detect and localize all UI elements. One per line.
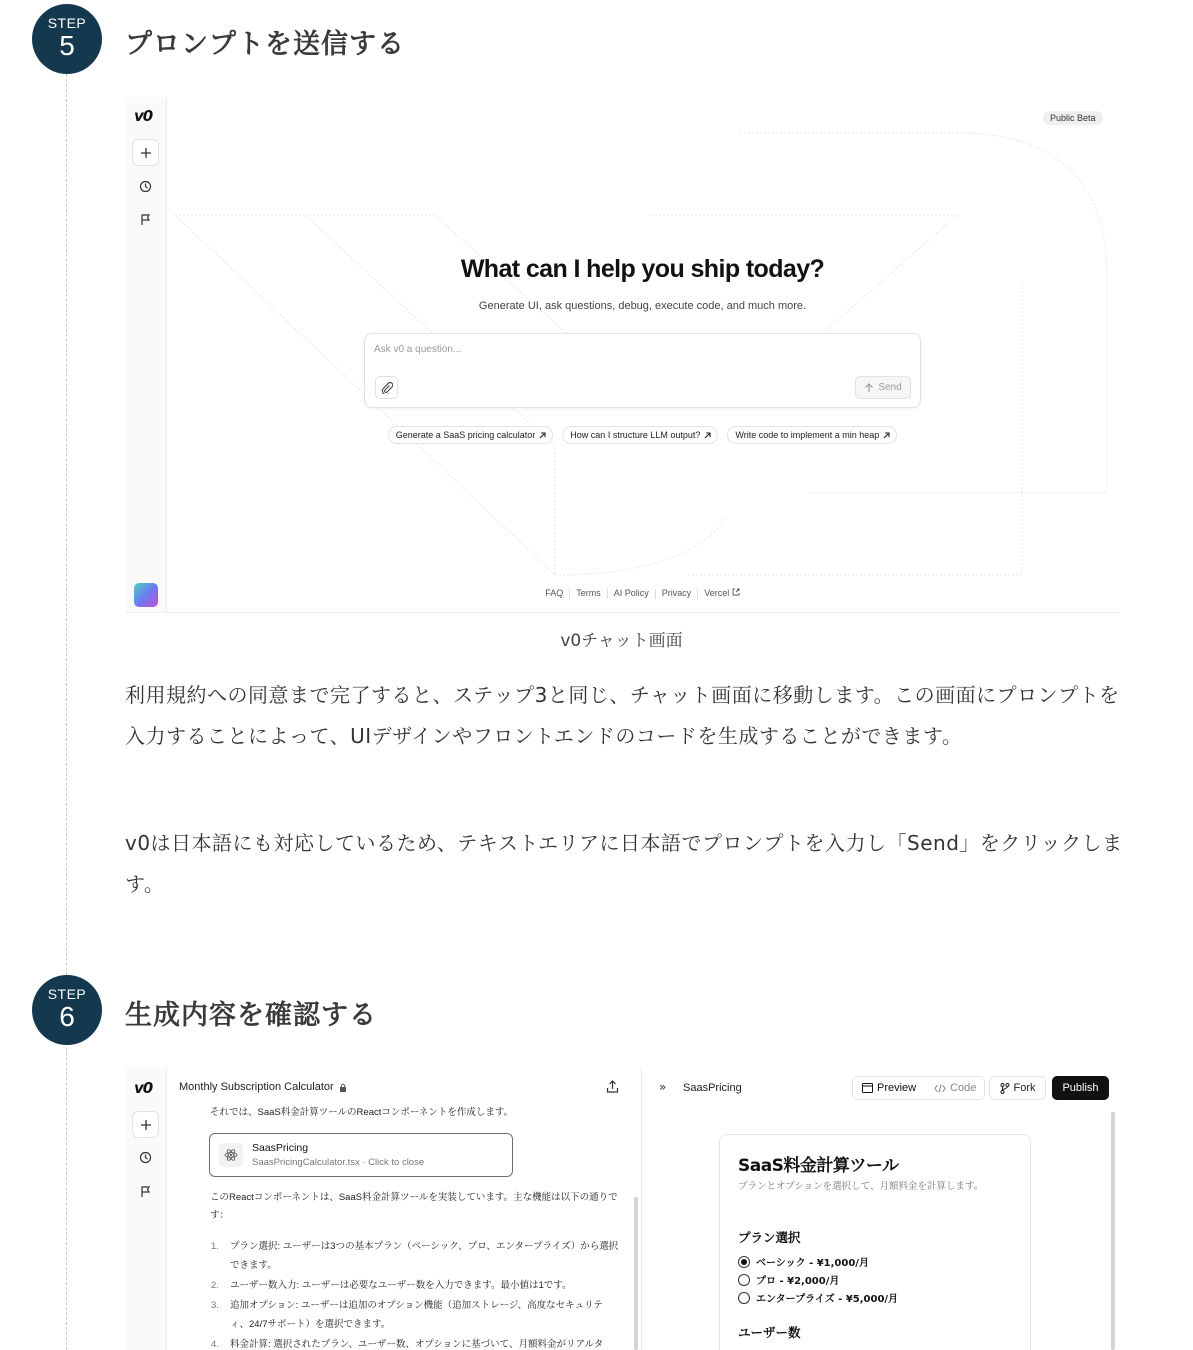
step-5-paragraph-2: v0は日本語にも対応しているため、テキストエリアに日本語でプロンプトを入力し「Send」をクリックします。 [125, 831, 1123, 896]
users-section-title: ユーザー数 [738, 1325, 801, 1340]
preview-icon [862, 1083, 873, 1093]
arrow-up-right-icon [539, 432, 546, 439]
sidebar-rail [125, 1067, 167, 1350]
suggestion-label: Generate a SaaS pricing calculator [395, 430, 536, 440]
step-6-badge [32, 975, 102, 1045]
radio-unselected[interactable] [738, 1274, 750, 1286]
v0-logo[interactable]: v0 [134, 1079, 153, 1097]
tab-preview[interactable] [853, 1077, 925, 1099]
step-badge-label: STEP [47, 986, 87, 1002]
prompt-placeholder: Ask v0 a question... [374, 344, 462, 355]
pricing-calculator-card [719, 1134, 1031, 1350]
tab-code-label: Code [950, 1082, 977, 1094]
step-5-paragraph-1: 利用規約への同意まで完了すると、ステップ3と同じ、チャット画面に移動します。この画面にプロンプトを入力することによって、UIデザインやフロントエンドのコードを生成することができます。 [125, 683, 1120, 748]
v0-logo[interactable]: v0 [134, 107, 153, 125]
public-beta-badge: Public Beta [1043, 111, 1103, 125]
screenshot-caption: v0チャット画面 [560, 631, 683, 651]
plan-option-label: プロ - ¥2,000/月 [756, 1276, 840, 1287]
step-5-badge [32, 4, 102, 74]
list-item: 1. プラン選択: ユーザーは3つの基本プラン（ベーシック、プロ、エンタープライズ）から選択できます。 [211, 1241, 619, 1271]
code-icon [934, 1084, 946, 1093]
arrow-up-icon [864, 383, 874, 393]
history-button[interactable] [132, 173, 159, 200]
list-item: 3. 追加オプション: ユーザーは追加のオプション機能（追加ストレージ、高度なセキュリティ、24/7サポート）を選択できます。 [211, 1300, 603, 1330]
assistant-summary-message: このReactコンポーネントは、SaaS料金計算ツールを実装しています。主な機能は以下の通りです： [210, 1192, 618, 1221]
tab-code[interactable] [925, 1077, 985, 1099]
arrow-up-right-icon [704, 432, 711, 439]
plan-option-label: エンタープライズ - ¥5,000/月 [756, 1294, 899, 1305]
file-card-name: SaasPricing [252, 1142, 309, 1154]
fork-icon [1000, 1083, 1010, 1094]
radio-unselected[interactable] [738, 1292, 750, 1304]
card-subtitle: プランとオプションを選択して、月額料金を計算します。 [738, 1181, 984, 1192]
fork-label: Fork [1013, 1082, 1036, 1094]
new-chat-button[interactable] [132, 1111, 159, 1138]
hero-title: What can I help you ship today? [460, 255, 825, 283]
assistant-intro-message: それでは、SaaS料金計算ツールのReactコンポーネントを作成します。 [210, 1107, 514, 1118]
preview-header [642, 1067, 1118, 1109]
collapse-chevrons-icon[interactable]: » [659, 1080, 667, 1094]
hero-subtitle: Generate UI, ask questions, debug, execute code, and much more. [478, 300, 807, 312]
suggestion-label: Write code to implement a min heap [735, 430, 880, 440]
v0-chat-screenshot [125, 97, 1118, 613]
react-icon [219, 1143, 243, 1167]
step-6-title: 生成内容を確認する [125, 1000, 377, 1031]
plan-option-label: ベーシック - ¥1,000/月 [756, 1258, 869, 1269]
step-5-title: プロンプトを送信する [125, 29, 405, 60]
flag-icon [139, 1185, 152, 1198]
plan-option-basic[interactable] [738, 1254, 869, 1269]
flag-icon [139, 213, 152, 226]
external-link-icon [732, 588, 740, 596]
footer-links [167, 588, 1118, 599]
list-item: 4. 料金計算: 選択されたプラン、ユーザー数、オプションに基づいて、月額料金がリアルタ [211, 1339, 604, 1350]
plan-option-enterprise[interactable] [738, 1290, 898, 1305]
feedback-button[interactable] [132, 206, 159, 233]
suggestion-chip[interactable] [388, 426, 554, 444]
plus-icon [140, 1119, 152, 1131]
step-badge-number: 5 [59, 30, 75, 61]
plan-section-title: プラン選択 [738, 1230, 801, 1245]
chat-title-text: Monthly Subscription Calculator [179, 1081, 334, 1093]
chat-scrollbar[interactable] [634, 1197, 638, 1350]
list-item: 2. ユーザー数入力: ユーザーは必要なユーザー数を入力できます。最小値は1です。 [211, 1280, 572, 1291]
plan-option-pro[interactable] [738, 1272, 839, 1287]
preview-scrollbar[interactable] [1111, 1112, 1115, 1350]
chat-title[interactable] [179, 1081, 347, 1093]
history-icon [139, 180, 152, 193]
history-button[interactable] [132, 1144, 159, 1171]
user-avatar[interactable] [134, 583, 158, 607]
footer-link-faq[interactable]: FAQ [545, 588, 564, 598]
footer-link-terms[interactable]: Terms [576, 588, 601, 598]
attach-button[interactable] [375, 376, 398, 399]
send-label: Send [878, 382, 902, 393]
footer-link-privacy[interactable]: Privacy [661, 588, 692, 598]
step-badge-number: 6 [59, 1001, 75, 1032]
plus-icon [140, 147, 152, 159]
preview-file-name: SaasPricing [683, 1082, 742, 1094]
card-title: SaaS料金計算ツール [738, 1156, 899, 1176]
send-button[interactable] [855, 376, 911, 399]
footer-link-vercel[interactable]: Vercel [704, 588, 740, 599]
suggestion-label: How can I structure LLM output? [570, 430, 701, 440]
feedback-button[interactable] [132, 1178, 159, 1205]
publish-button[interactable]: Publish [1052, 1076, 1109, 1100]
suggestion-chip[interactable] [727, 426, 897, 444]
chat-pane [167, 1067, 637, 1350]
share-icon[interactable] [606, 1080, 619, 1093]
step-timeline-line [66, 74, 67, 1350]
paperclip-icon [381, 382, 393, 394]
feature-list [210, 1237, 620, 1350]
history-icon [139, 1151, 152, 1164]
v0-generated-screenshot [125, 1067, 1118, 1350]
step-badge-label: STEP [47, 15, 87, 31]
lock-icon [339, 1083, 347, 1092]
sidebar-rail [125, 97, 167, 613]
tab-preview-label: Preview [877, 1082, 917, 1094]
file-card-path: SaasPricingCalculator.tsx · Click to close [252, 1157, 425, 1168]
new-chat-button[interactable] [132, 139, 159, 166]
fork-button[interactable] [989, 1076, 1046, 1100]
suggestion-chips [167, 426, 1118, 444]
footer-link-ai-policy[interactable]: AI Policy [613, 588, 649, 598]
radio-selected[interactable] [738, 1256, 750, 1268]
file-card[interactable] [209, 1133, 513, 1177]
prompt-input[interactable] [364, 333, 921, 408]
view-toggle [852, 1076, 985, 1100]
preview-pane [641, 1067, 1118, 1350]
suggestion-chip[interactable] [562, 426, 718, 444]
arrow-up-right-icon [883, 432, 890, 439]
